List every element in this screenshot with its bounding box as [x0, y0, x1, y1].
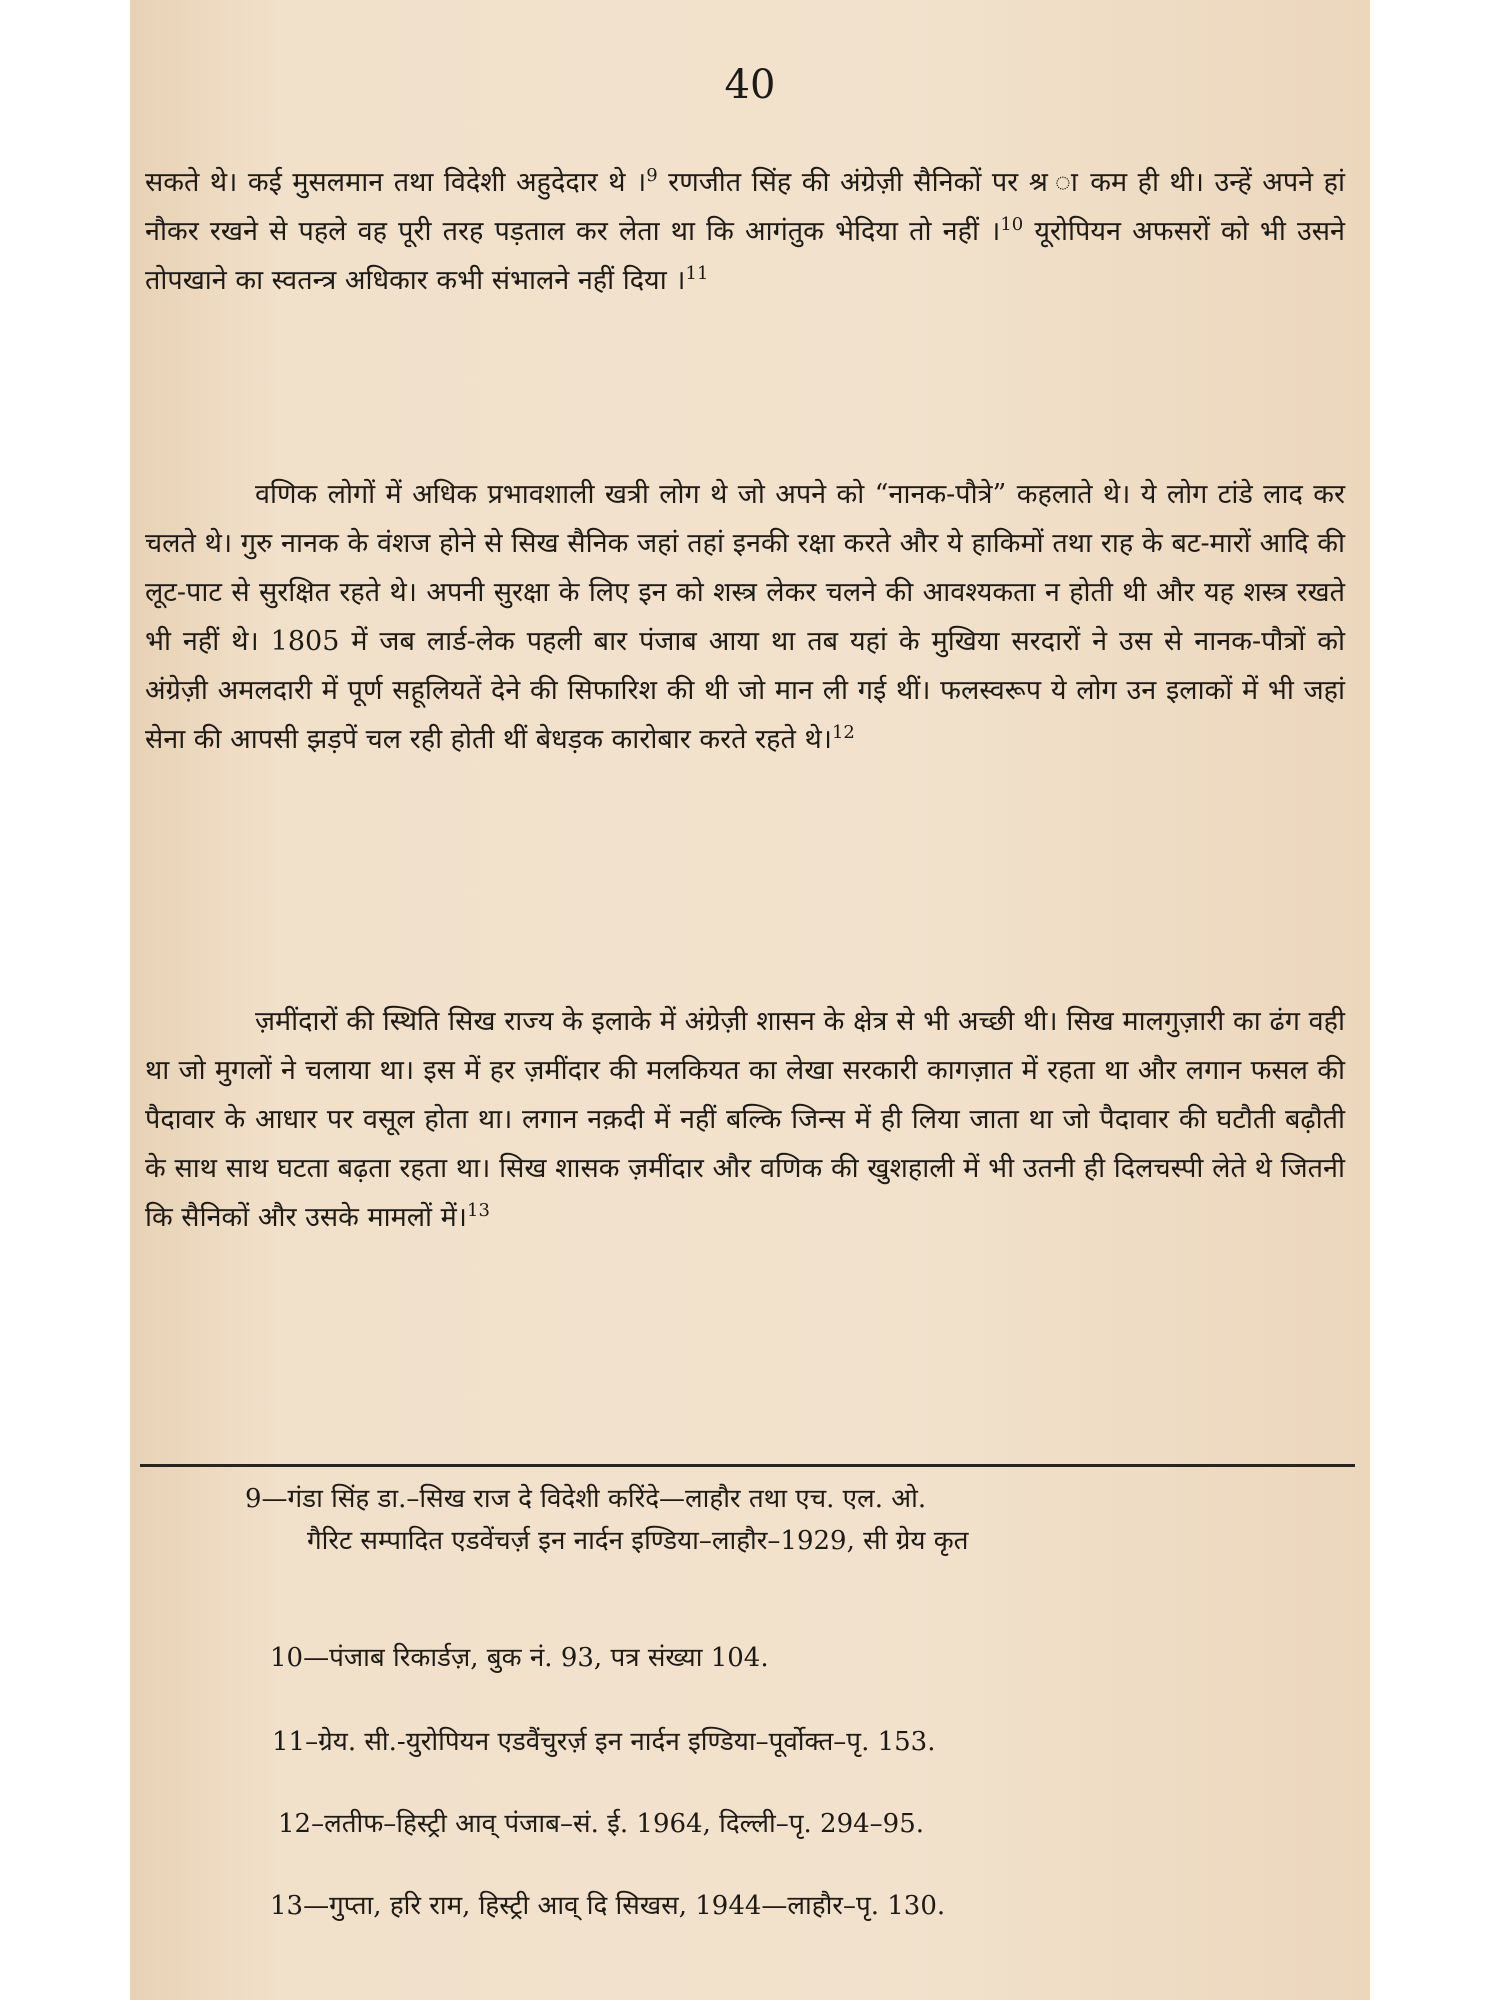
footnote-11: 11–ग्रेय. सी.-युरोपियन एडवैंचुरर्ज़ इन नार्दन इण्डिया–पूर्वोक्त–पृ. 153. — [272, 1727, 936, 1757]
footnote-12: 12–लतीफ–हिस्ट्री आव् पंजाब–सं. ई. 1964, दिल्ली–पृ. 294–95. — [278, 1809, 924, 1839]
book-page — [130, 0, 1370, 2000]
footnote-10: 10—पंजाब रिकार्डज़, बुक नं. 93, पत्र संख्या 104. — [270, 1643, 769, 1673]
paragraph-text: रणजीत सिंह की अंग्रेज़ी सैनिकों पर श्र ा कम ही थी। उन्हें अपने हां नौकर रखने से पहले वह पूरी तरह पड़ताल कर लेता था कि आगंतुक भेदिया तो नहीं । — [145, 167, 1345, 247]
footnote-divider — [140, 1464, 1355, 1467]
footnote-ref-10: 10 — [1000, 214, 1024, 235]
paragraph-1 — [145, 158, 1345, 305]
footnote-13: 13—गुप्ता, हरि राम, हिस्ट्री आव् दि सिखस, 1944—लाहौर–पृ. 130. — [270, 1891, 946, 1921]
paragraph-text: सकते थे। कई मुसलमान तथा विदेशी अहुदेदार थे । — [145, 167, 647, 198]
paragraph-text: ज़मींदारों की स्थिति सिख राज्य के इलाके में अंग्रेज़ी शासन के क्षेत्र से भी अच्छी थी। सिख मालगुज़ारी का ढंग वही था जो मुगलों ने चलाया था। इस में हर ज़मींदार की मलकियत का लेखा सरकारी कागज़ात में रहता था और लगान फसल की पैदावार के आधार पर वसूल होता था। लगान नक़दी में नहीं बल्कि जिन्स में ही लिया जाता था जो पैदावार की घटौती बढ़ौती के साथ साथ घटता बढ़ता रहता था। सिख शासक ज़मींदार और वणिक की खुशहाली में भी उतनी ही दिलचस्पी लेते थे जितनी कि सैनिकों और उसके मामलों में। — [145, 1006, 1345, 1233]
paragraph-text: यूरोपियन अफसरों को भी उसने तोपखाने का स्वतन्त्र अधिकार कभी संभालने नहीं दिया । — [145, 216, 1345, 296]
footnote-9-line-2: गैरिट सम्पादित एडवेंचर्ज़ इन नार्दन इण्डिया–लाहौर–1929, सी ग्रेय कृत — [307, 1526, 969, 1556]
footnote-9-line-1: 9—गंडा सिंह डा.–सिख राज दे विदेशी करिंदे—लाहौर तथा एच. एल. ओ. — [245, 1484, 927, 1514]
page-number: 40 — [724, 62, 776, 108]
footnote-ref-13: 13 — [467, 1200, 490, 1221]
footnote-ref-12: 12 — [831, 722, 855, 743]
footnote-9 — [245, 1478, 1345, 1562]
footnote-ref-11: 11 — [685, 263, 709, 284]
paragraph-text: वणिक लोगों में अधिक प्रभावशाली खत्री लोग थे जो अपने को “नानक-पौत्रे” कहलाते थे। ये लोग टांडे लाद कर चलते थे। गुरु नानक के वंशज होने से सिख सैनिक जहां तहां इनकी रक्षा करते और ये हाकिमों तथा राह के बट-मारों आदि की लूट-पाट से सुरक्षित रहते थे। अपनी सुरक्षा के लिए इन को शस्त्र लेकर चलने की आवश्यकता न होती थी और यह शस्त्र रखते भी नहीं थे। 1805 में जब लार्ड-लेक पहली बार पंजाब आया था तब यहां के मुखिया सरदारों ने उस से नानक-पौत्रों को अंग्रेज़ी अमलदारी में पूर्ण सहूलियतें देने की सिफारिश की थी जो मान ली गई थीं। फलस्वरूप ये लोग उन इलाकों में भी जहां सेना की आपसी झड़पें चल रही होती थीं बेधड़क कारोबार करते रहते थे। — [145, 479, 1345, 755]
paragraph-3 — [145, 997, 1345, 1242]
footnote-ref-9: 9 — [646, 165, 658, 186]
paragraph-2 — [145, 470, 1345, 764]
